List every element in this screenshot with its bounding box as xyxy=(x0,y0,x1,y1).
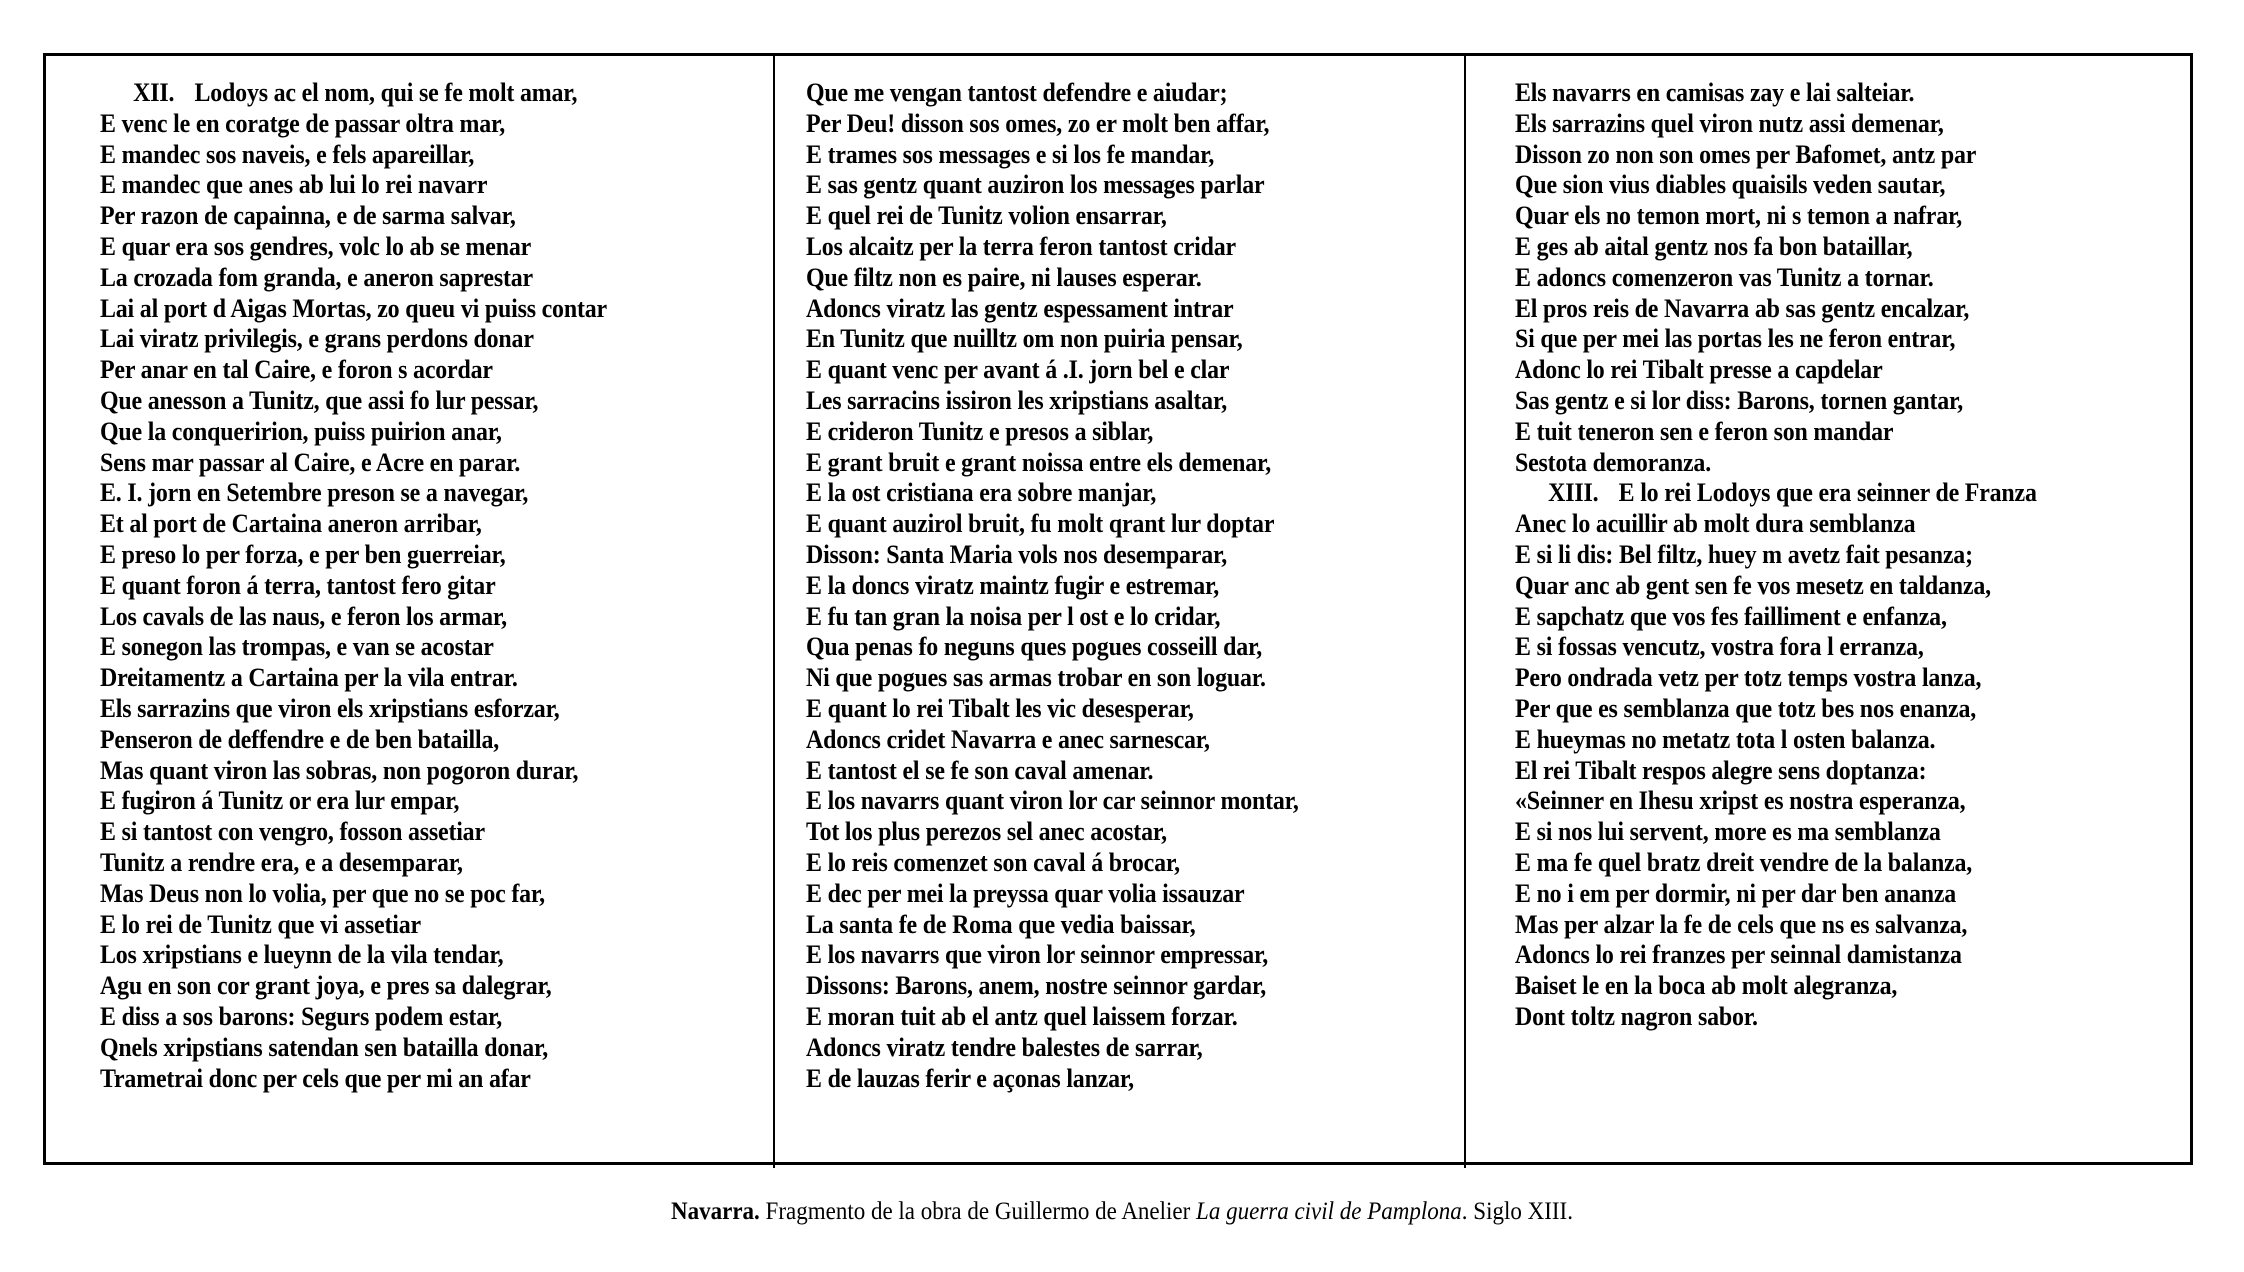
verse-line xyxy=(100,602,607,633)
verse-line xyxy=(1515,109,2037,140)
verse-line xyxy=(806,232,1299,263)
verse-line xyxy=(100,355,607,386)
verse-text: E crideron Tunitz e presos a siblar, xyxy=(806,416,1154,446)
verse-text: E los navarrs que viron lor seinnor empressar, xyxy=(806,940,1269,970)
verse-line xyxy=(806,263,1299,294)
verse-line xyxy=(806,910,1299,941)
verse-line xyxy=(1515,355,2037,386)
verse-text: E quar era sos gendres, volc lo ab se menar xyxy=(100,231,532,261)
verse-text: E adoncs comenzeron vas Tunitz a tornar. xyxy=(1515,262,1934,292)
verse-text: E si fossas vencutz, vostra fora l erranza, xyxy=(1515,632,1924,662)
caption-work-title: La guerra civil de Pamplona xyxy=(1196,1198,1462,1225)
verse-text: Disson: Santa Maria vols nos desemparar, xyxy=(806,539,1228,569)
verse-line xyxy=(806,386,1299,417)
column-2 xyxy=(806,78,1299,1094)
verse-line xyxy=(100,140,607,171)
verse-text: Quar anc ab gent sen fe vos mesetz en taldanza, xyxy=(1515,570,1991,600)
verse-line xyxy=(1515,571,2037,602)
verse-text: El pros reis de Navarra ab sas gentz encalzar, xyxy=(1515,293,1970,323)
verse-line xyxy=(100,694,607,725)
verse-text: E lo rei de Tunitz que vi assetiar xyxy=(100,909,421,939)
verse-line xyxy=(1515,324,2037,355)
verse-line xyxy=(1515,1002,2037,1033)
verse-text: Lai viratz privilegis, e grans perdons donar xyxy=(100,324,534,354)
figure-caption xyxy=(90,1198,2154,1226)
verse-text: Dreitamentz a Cartaina per la vila entrar. xyxy=(100,663,518,693)
verse-text: Les sarracins issiron les xripstians asaltar, xyxy=(806,385,1227,415)
verse-line xyxy=(100,263,607,294)
verse-text: E fugiron á Tunitz or era lur empar, xyxy=(100,786,460,816)
verse-text: E hueymas no metatz tota l osten balanza. xyxy=(1515,724,1936,754)
caption-region: Navarra. xyxy=(671,1198,760,1225)
verse-line xyxy=(806,694,1299,725)
verse-text: Baiset le en la boca ab molt alegranza, xyxy=(1515,971,1898,1001)
verse-text: Que sion vius diables quaisils veden sautar, xyxy=(1515,170,1946,200)
verse-line xyxy=(806,971,1299,1002)
section-heading-line xyxy=(1515,478,2037,509)
verse-line xyxy=(806,78,1299,109)
verse-text: Dont toltz nagron sabor. xyxy=(1515,1001,1758,1031)
verse-line xyxy=(100,324,607,355)
verse-text: Sestota demoranza. xyxy=(1515,447,1712,477)
verse-line xyxy=(100,509,607,540)
verse-text: E diss a sos barons: Segurs podem estar, xyxy=(100,1001,503,1031)
verse-text: E ma fe quel bratz dreit vendre de la balanza, xyxy=(1515,847,1973,877)
verse-text: La crozada fom granda, e aneron saprestar xyxy=(100,262,533,292)
verse-text: E sapchatz que vos fes failliment e enfanza, xyxy=(1515,601,1947,631)
verse-text: E venc le en coratge de passar oltra mar, xyxy=(100,108,506,138)
verse-text: Que me vengan tantost defendre e aiudar; xyxy=(806,78,1228,107)
verse-text: Tot los plus perezos sel anec acostar, xyxy=(806,817,1167,847)
verse-line xyxy=(806,294,1299,325)
verse-line xyxy=(1515,694,2037,725)
verse-line xyxy=(100,1033,607,1064)
verse-text: Mas Deus non lo volia, per que no se poc far, xyxy=(100,878,545,908)
verse-text: E quant lo rei Tibalt les vic desesperar, xyxy=(806,693,1194,723)
verse-text: E dec per mei la preyssa quar volia issauzar xyxy=(806,878,1245,908)
verse-text: Adoncs viratz las gentz espessament intrar xyxy=(806,293,1234,323)
verse-line xyxy=(806,571,1299,602)
verse-line xyxy=(100,817,607,848)
verse-line xyxy=(100,386,607,417)
verse-line xyxy=(100,725,607,756)
verse-text: Adoncs viratz tendre balestes de sarrar, xyxy=(806,1032,1203,1062)
verse-line xyxy=(1515,232,2037,263)
verse-text: E sas gentz quant auziron los messages parlar xyxy=(806,170,1265,200)
verse-line xyxy=(806,602,1299,633)
column-divider-1 xyxy=(773,53,775,1168)
verse-text: E los navarrs quant viron lor car seinnor montar, xyxy=(806,786,1299,816)
verse-text: E lo rei Lodoys que era seinner de Franza xyxy=(1618,478,2037,508)
verse-line xyxy=(806,509,1299,540)
verse-line xyxy=(806,540,1299,571)
verse-line xyxy=(806,355,1299,386)
verse-line xyxy=(1515,294,2037,325)
verse-text: E mandec que anes ab lui lo rei navarr xyxy=(100,170,488,200)
verse-line xyxy=(1515,263,2037,294)
verse-line xyxy=(100,879,607,910)
verse-line xyxy=(1515,170,2037,201)
verse-line xyxy=(806,725,1299,756)
verse-text: E no i em per dormir, ni per dar ben ananza xyxy=(1515,878,1957,908)
verse-text: E si nos lui servent, more es ma semblanza xyxy=(1515,817,1941,847)
verse-text: Adoncs lo rei franzes per seinnal damistanza xyxy=(1515,940,1962,970)
verse-text: E lo reis comenzet son caval á brocar, xyxy=(806,847,1180,877)
verse-text: E ges ab aital gentz nos fa bon bataillar, xyxy=(1515,231,1913,261)
verse-line xyxy=(100,109,607,140)
verse-text: Lai al port d Aigas Mortas, zo queu vi puiss contar xyxy=(100,293,607,323)
verse-text: Anec lo acuillir ab molt dura semblanza xyxy=(1515,509,1916,539)
verse-line xyxy=(806,940,1299,971)
verse-text: Los alcaitz per la terra feron tantost cridar xyxy=(806,231,1236,261)
verse-line xyxy=(100,971,607,1002)
verse-text: Que filtz non es paire, ni lauses esperar. xyxy=(806,262,1202,292)
column-3 xyxy=(1515,78,2037,1033)
verse-text: E preso lo per forza, e per ben guerreiar, xyxy=(100,539,506,569)
column-divider-2 xyxy=(1464,53,1466,1168)
section-heading-line xyxy=(100,78,607,109)
verse-text: Trametrai donc per cels que per mi an afar xyxy=(100,1063,531,1093)
verse-line xyxy=(806,848,1299,879)
verse-line xyxy=(806,663,1299,694)
verse-line xyxy=(806,879,1299,910)
section-number: XII. xyxy=(133,78,175,107)
verse-text: Els sarrazins quel viron nutz assi demenar, xyxy=(1515,108,1944,138)
verse-line xyxy=(806,478,1299,509)
verse-text: Ni que pogues sas armas trobar en son loguar. xyxy=(806,663,1266,693)
verse-line xyxy=(100,786,607,817)
verse-text: E fu tan gran la noisa per l ost e lo cridar, xyxy=(806,601,1221,631)
verse-line xyxy=(1515,448,2037,479)
verse-text: Sens mar passar al Caire, e Acre en parar. xyxy=(100,447,521,477)
verse-line xyxy=(1515,971,2037,1002)
verse-text: Que la conqueririon, puiss puirion anar, xyxy=(100,416,502,446)
verse-line xyxy=(806,632,1299,663)
verse-text: Los xripstians e lueynn de la vila tendar, xyxy=(100,940,504,970)
caption-tail: . Siglo XIII. xyxy=(1461,1198,1573,1225)
verse-text: Et al port de Cartaina aneron arribar, xyxy=(100,509,482,539)
verse-line xyxy=(806,201,1299,232)
verse-line xyxy=(100,170,607,201)
verse-text: Per anar en tal Caire, e foron s acordar xyxy=(100,355,493,385)
verse-text: Agu en son cor grant joya, e pres sa dalegrar, xyxy=(100,971,552,1001)
verse-text: E tuit teneron sen e feron son mandar xyxy=(1515,416,1894,446)
verse-line xyxy=(1515,817,2037,848)
verse-text: E tantost el se fe son caval amenar. xyxy=(806,755,1154,785)
verse-line xyxy=(1515,509,2037,540)
verse-text: E la ost cristiana era sobre manjar, xyxy=(806,478,1157,508)
verse-text: Quar els no temon mort, ni s temon a nafrar, xyxy=(1515,201,1963,231)
verse-text: E quant auzirol bruit, fu molt qrant lur doptar xyxy=(806,509,1275,539)
verse-line xyxy=(1515,417,2037,448)
verse-line xyxy=(100,540,607,571)
verse-text: E si li dis: Bel filtz, huey m avetz fait pesanza; xyxy=(1515,539,1973,569)
verse-text: E sonegon las trompas, e van se acostar xyxy=(100,632,494,662)
verse-text: E trames sos messages e si los fe mandar, xyxy=(806,139,1215,169)
verse-line xyxy=(806,140,1299,171)
verse-text: Qnels xripstians satendan sen batailla donar, xyxy=(100,1032,549,1062)
verse-text: E quant venc per avant á .I. jorn bel e clar xyxy=(806,355,1230,385)
verse-line xyxy=(806,448,1299,479)
verse-text: Per que es semblanza que totz bes nos enanza, xyxy=(1515,693,1977,723)
verse-line xyxy=(806,1064,1299,1095)
verse-text: Dissons: Barons, anem, nostre seinnor gardar, xyxy=(806,971,1266,1001)
verse-line xyxy=(1515,663,2037,694)
verse-text: Qua penas fo neguns ques pogues cosseill dar, xyxy=(806,632,1263,662)
verse-text: Per Deu! disson sos omes, zo er molt ben affar, xyxy=(806,108,1270,138)
verse-line xyxy=(100,910,607,941)
verse-text: Que anesson a Tunitz, que assi fo lur pessar, xyxy=(100,385,539,415)
verse-line xyxy=(100,940,607,971)
verse-text: Adoncs cridet Navarra e anec sarnescar, xyxy=(806,724,1210,754)
verse-text: Penseron de deffendre e de ben batailla, xyxy=(100,724,500,754)
verse-text: Si que per mei las portas les ne feron entrar, xyxy=(1515,324,1956,354)
verse-line xyxy=(806,417,1299,448)
verse-text: «Seinner en Ihesu xripst es nostra esperanza, xyxy=(1515,786,1966,816)
column-1 xyxy=(100,78,607,1094)
verse-line xyxy=(100,478,607,509)
verse-line xyxy=(806,756,1299,787)
verse-text: Mas per alzar la fe de cels que ns es salvanza, xyxy=(1515,909,1968,939)
verse-line xyxy=(1515,786,2037,817)
verse-text: Sas gentz e si lor diss: Barons, tornen gantar, xyxy=(1515,385,1964,415)
verse-line xyxy=(100,756,607,787)
verse-line xyxy=(1515,140,2037,171)
verse-line xyxy=(100,1064,607,1095)
verse-text: La santa fe de Roma que vedia baissar, xyxy=(806,909,1196,939)
verse-text: Los cavals de las naus, e feron los armar, xyxy=(100,601,507,631)
verse-text: Els navarrs en camisas zay e lai salteiar. xyxy=(1515,78,1915,107)
verse-line xyxy=(806,324,1299,355)
section-number: XIII. xyxy=(1548,478,1599,508)
verse-text: E de lauzas ferir e açonas lanzar, xyxy=(806,1063,1134,1093)
verse-text: Per razon de capainna, e de sarma salvar, xyxy=(100,201,516,231)
verse-line xyxy=(100,848,607,879)
verse-line xyxy=(1515,632,2037,663)
verse-line xyxy=(1515,386,2037,417)
verse-line xyxy=(100,294,607,325)
verse-line xyxy=(100,201,607,232)
verse-line xyxy=(100,417,607,448)
verse-line xyxy=(806,786,1299,817)
verse-text: E moran tuit ab el antz quel laissem forzar. xyxy=(806,1001,1238,1031)
verse-line xyxy=(806,1033,1299,1064)
verse-line xyxy=(1515,879,2037,910)
verse-line xyxy=(806,109,1299,140)
verse-text: Tunitz a rendre era, e a desemparar, xyxy=(100,847,463,877)
verse-line xyxy=(1515,602,2037,633)
verse-text: E grant bruit e grant noissa entre els demenar, xyxy=(806,447,1272,477)
verse-line xyxy=(100,232,607,263)
verse-text: Adonc lo rei Tibalt presse a capdelar xyxy=(1515,355,1883,385)
verse-line xyxy=(100,663,607,694)
verse-text: Mas quant viron las sobras, non pogoron durar, xyxy=(100,755,579,785)
verse-line xyxy=(806,170,1299,201)
verse-line xyxy=(1515,78,2037,109)
verse-text: Els sarrazins que viron els xripstians esforzar, xyxy=(100,693,560,723)
verse-line xyxy=(1515,910,2037,941)
verse-text: En Tunitz que nuilltz om non puiria pensar, xyxy=(806,324,1243,354)
verse-line xyxy=(1515,940,2037,971)
verse-text: E la doncs viratz maintz fugir e estremar, xyxy=(806,570,1220,600)
verse-line xyxy=(100,632,607,663)
verse-line xyxy=(1515,201,2037,232)
verse-line xyxy=(1515,725,2037,756)
verse-line xyxy=(1515,756,2037,787)
verse-line xyxy=(1515,540,2037,571)
verse-line xyxy=(806,817,1299,848)
verse-text: Pero ondrada vetz per totz temps vostra lanza, xyxy=(1515,663,1982,693)
verse-line xyxy=(100,448,607,479)
verse-text: Lodoys ac el nom, qui se fe molt amar, xyxy=(194,78,578,107)
verse-text: E mandec sos naveis, e fels apareillar, xyxy=(100,139,475,169)
verse-text: El rei Tibalt respos alegre sens doptanza: xyxy=(1515,755,1927,785)
verse-text: E quel rei de Tunitz volion ensarrar, xyxy=(806,201,1167,231)
verse-line xyxy=(100,571,607,602)
verse-text: Disson zo non son omes per Bafomet, antz par xyxy=(1515,139,1977,169)
verse-text: E si tantost con vengro, fosson assetiar xyxy=(100,817,485,847)
verse-line xyxy=(806,1002,1299,1033)
verse-text: E quant foron á terra, tantost fero gitar xyxy=(100,570,496,600)
verse-line xyxy=(100,1002,607,1033)
verse-text: E. I. jorn en Setembre preson se a navegar, xyxy=(100,478,529,508)
caption-text: Fragmento de la obra de Guillermo de Anelier xyxy=(759,1198,1197,1225)
verse-line xyxy=(1515,848,2037,879)
